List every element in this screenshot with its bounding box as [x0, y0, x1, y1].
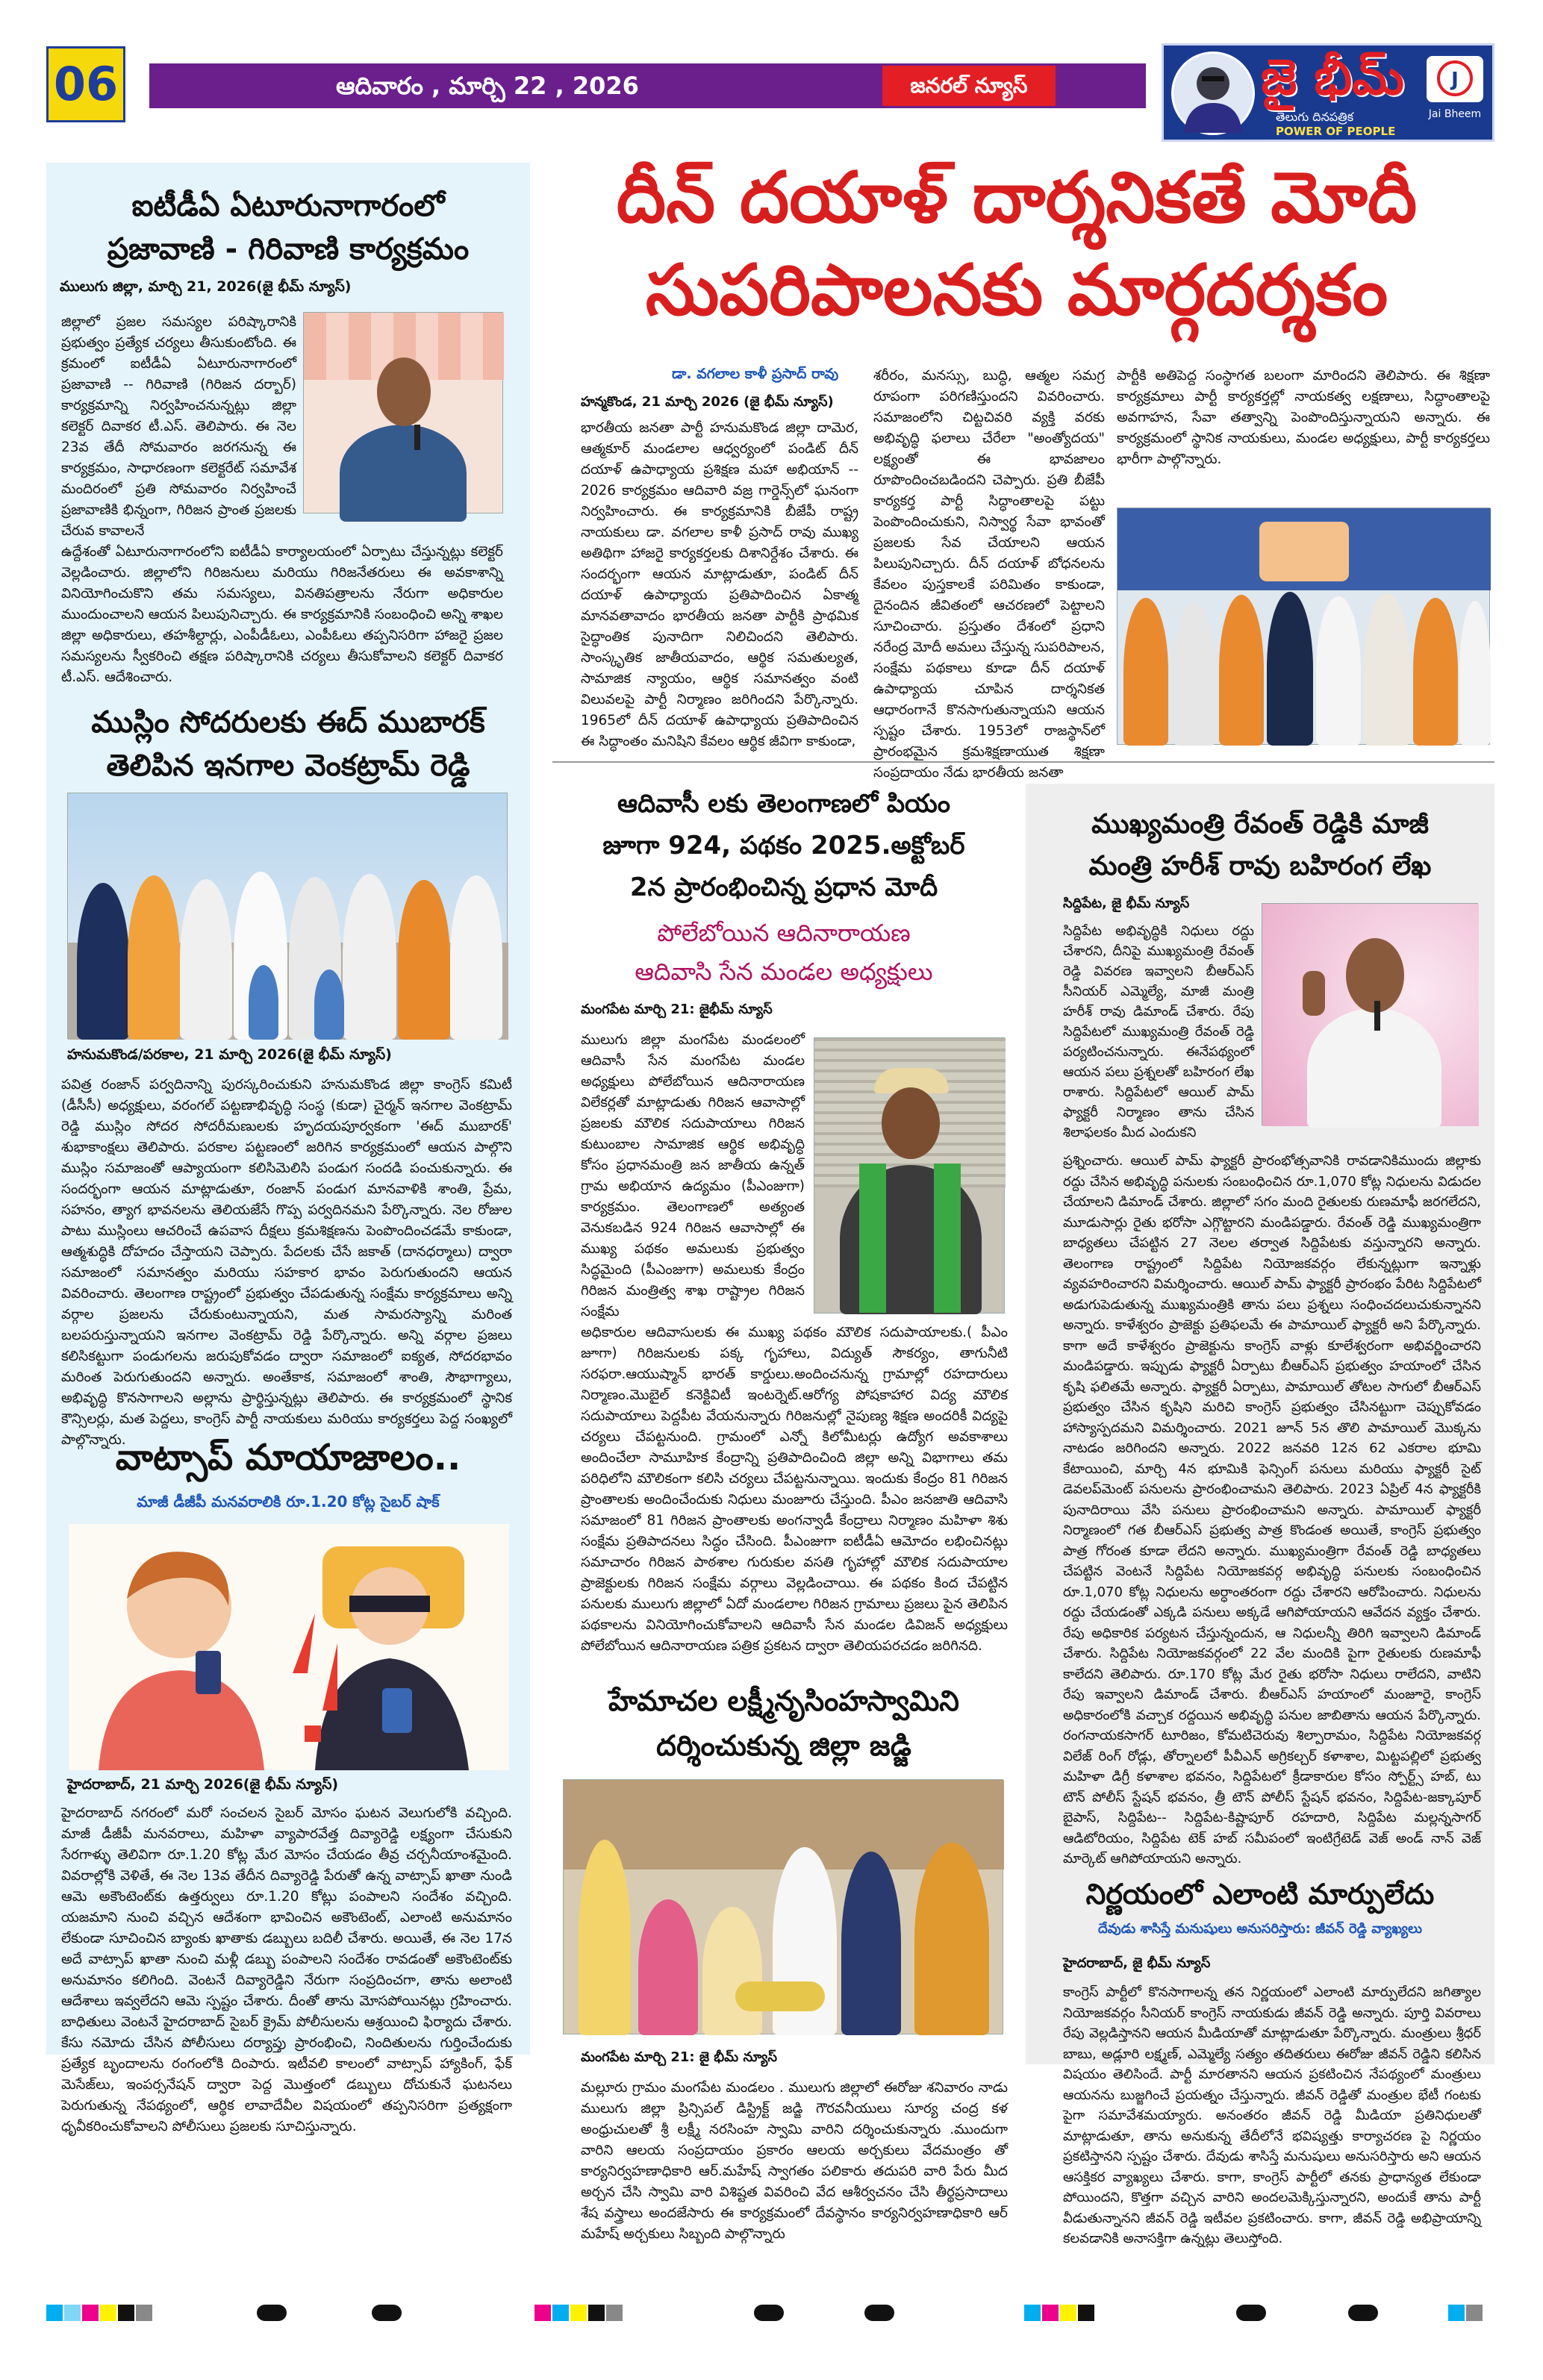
cyber-scam-illustration	[69, 1524, 509, 1770]
jeevan-dateline: హైదరాబాద్, జై భీమ్ న్యూస్	[1063, 1955, 1211, 1971]
header-date: ఆదివారం , మార్చి 22 , 2026	[336, 72, 639, 100]
itda-headline-2: ప్రజావాణి - గిరివాణి కార్యక్రమం	[107, 232, 470, 266]
adivasi-headline-3: 2న ప్రారంభించిన్న ప్రధాన మోదీ	[629, 872, 938, 902]
main-body-col1: భారతీయ జనతా పార్టీ హనుమకొండ జిల్లా దామెర, ఆత్మకూర్ మండలాల ఆధ్వర్యంలో పండిట్ దీన్ దయాళ్ ఉపాధ్యాయ ప్రశిక్షణ మహా అభియాన్ -- 2026 కార్యక్రమం ఆదివారి వజ్ర గార్డెన్స్‌లో ఘనంగా నిర్వహించారు. ఈ కార్యక్రమానికి బీజేపీ రాష్ట్ర నాయకులు డా. వగలాల కాళీ ప్రసాద్ రావు ముఖ్య అతిథిగా హాజరై కార్యకర్తలకు దిశానిర్దేశం చేశారు. ఈ సందర్భంగా ఆయన మాట్లాడుతూ, పండిట్ దీన్ దయాళ్ ఉపాధ్యాయ ప్రతిపాదించిన ఏకాత్మ మానవతావాదం భారతీయ జనతా పార్టీకి ప్రాథమిక సైద్ధాంతిక పునాదిగా నిలిచిందని తెలిపారు. సాంస్కృతిక జాతీయవాదం, ఆర్థిక సమతుల్యత, సామాజిక న్యాయం, ఆర్థిక సమానత్వం వంటి విలువలపై పార్టీ నిర్మాణం జరిగిందని పేర్కొన్నారు. 1965లో దీన్ దయాళ్ ఉపాధ్యాయ ప్రతిపాదించిన ఈ సిద్ధాంతం మనిషిని కేవలం ఆర్థిక జీవిగా కాకుండా,	[581, 420, 858, 749]
harish-headline-2: మంత్రి హరీశ్ రావు బహిరంగ లేఖ	[1088, 851, 1432, 881]
adivasi-dateline: మంగపేట మార్చి 21: జైభీమ్ న్యూస్	[581, 1002, 773, 1017]
itda-body-top: జిల్లాలో ప్రజల సమస్యల పరిష్కారానికి ప్రభుత్వం ప్రత్యేక చర్యలు తీసుకుంటోంది. ఈ క్రమంలో ఐటీడీఏ ఏటూరునాగారంలో ప్రజావాణి -- గిరివాణి (గిరిజన దర్బార్) కార్యక్రమాన్ని నిర్వహించనున్నట్లు జిల్లా కలెక్టర్ దివాకర టీ.ఎస్. తెలిపారు. ఈ నెల 23వ తేదీ సోమవారం జరగనున్న ఈ కార్యక్రమం, సాధారణంగా కలెక్టరేట్ సమావేశ మందిరంలో ప్రతి సోమవారం నిర్వహించే ప్రజావాణికి భిన్నంగా, గిరిజన ప్రాంత ప్రజలకు చేరువ కావాలనే	[61, 314, 296, 539]
adivasi-subhead-2: ఆదివాసి సేన మండల అధ్యక్షులు	[635, 958, 933, 986]
masthead-title: జై భీమ్	[1261, 49, 1404, 106]
jeevan-body: కాంగ్రెస్ పార్టీలో కొనసాగాలన్న తన నిర్ణయంలో ఎలాంటి మార్పులేదని జగిత్యాల నియోజకవర్గం సీనియర్ కాంగ్రెస్ నాయకుడు జీవన్ రెడ్డి అన్నారు. పూర్తి వివరాలు రేపు వెల్లడిస్తానని ఆయన మీడియాతో మాట్లాడుతూ పేర్కొన్నారు. మంత్రులు శ్రీధర్ బాబు, అడ్లూరి లక్ష్మణ్, ఎమ్మెల్యే సత్యం తదితరులు ఈరోజు జీవన్ రెడ్డిని కలిసిన విషయం తెలిసిందే. పార్టీ మారతానని ఆయన ప్రకటించిన నేపథ్యంలో మంత్రులు ఆయనను బుజ్జగించే ప్రయత్నం చేస్తున్నారు. జీవన్ రెడ్డితో మంత్రుల భేటీ గంటకు పైగా సమావేశమయ్యారు. అనంతరం జీవన్ రెడ్డి మీడియా ప్రతినిధులతో మాట్లాడుతూ, తాను అనుకున్న తేదీలోనే భవిష్యత్తు కార్యాచరణ పై నిర్ణయం ప్రకటిస్తానని స్పష్టం చేశారు. దేవుడు శాసిస్తే మనుషులు అనుసరిస్తారు అని ఆయన ఆసక్తికర వ్యాఖ్యలు చేశారు. కాగా, కాంగ్రెస్ పార్టీలో తనకు ప్రాధాన్యత లేకుండా పోయిందని, కొత్తగా వచ్చిన వారిని అందలమెక్కిస్తున్నారని, అందుకే తాను పార్టీ వీడుతున్నానని జీవన్ రెడ్డి ఇటీవల ప్రకటించారు. కాగా, జీవన్ రెడ్డి అభిప్రాయాన్ని కలవడానికి అనాసక్తిగా ఉన్నట్లు తెలుస్తోంది.	[1063, 1984, 1481, 2246]
adivasi-body-top: ములుగు జిల్లా మంగపేట మండలంలో ఆదివాసీ సేన మంగపేట మండల అధ్యక్షులు పోలేబోయిన ఆదినారాయణ విలేకర్లతో మాట్లాడుతు గిరిజన ఆవాసాల్లో ప్రజలకు మౌలిక సదుపాయాలు గిరిజన కుటుంబాల సామాజిక ఆర్థిక అభివృద్ధి కోసం ప్రధానమంత్రి జన జాతీయ ఉన్నత్ గ్రామ అభియాన ఉద్యమం (పీఎంజుగా) కార్యక్రమం. తెలంగాణలో అత్యంత వెనుకబడిన 924 గిరిజన ఆవాసాల్లో ఈ ముఖ్య పథకం అమలుకు ప్రభుత్వం సిద్ధమైంది (పీఎంజుగా) అమలుకు కేంద్రం గిరిజన మంత్రిత్వ శాఖ రాష్ట్రాల గిరిజన సంక్షేమ	[581, 1032, 805, 1319]
adivasi-headline-1: ఆదివాసీ లకు తెలంగాణలో పియం	[617, 789, 951, 819]
collector-photo	[303, 312, 503, 513]
masthead-emblem-icon	[1427, 56, 1483, 102]
ambedkar-portrait-icon	[1171, 51, 1255, 135]
eid-group-photo	[67, 793, 508, 1039]
adivasi-body-bottom: అధికారుల ఆదివాసులకు ఈ ముఖ్య పథకం మౌలిక సదుపాయాలకు.( పీఎం జూగా) గిరిజనులకు పక్క గృహాలు, విద్యుత్ సౌకర్యం, తాగునీటి సరఫరా.ఆయుష్మాన్ భారత్ కార్డులు.అందించనున్న గ్రామాల్లో రహదారులు నిర్మాణం.మొబైల్ కనెక్టివిటీ ఇంటర్నెట్.ఆరోగ్య పోషకాహార విద్య మౌలిక సదుపాయాలు పెద్దపీట వేయనున్నారు గిరిజనుల్లో నైపుణ్య శిక్షణ అందరికీ విద్యపై చర్యలు చేపట్టనుంది. గ్రామంలో ఎన్నో కిలోమీటర్లు ఉద్యోగ అవకాశాలు అందించేలా సామూహిక కేంద్రాన్ని ప్రతిపాదించింది జిల్లా అన్ని విభాగాలు తమ పరిధిలోని మౌలికంగా కలిసి చర్యలు చేపట్టనున్నాయి. ఇందుకు కేంద్రం 81 గిరిజన ప్రాంతాలకు అందించేందుకు నిధులు మంజూరు చేస్తుంది. పీఎం జనజాతి ఆదివాసి సమాజంలో 81 గిరిజన ప్రాంతాలకు అంగన్వాడీ కేంద్రాలు నిర్మాణం మహిళా శిశు సంక్షేమ ప్రతిపాదనలు సిద్ధం చేసింది. పీఎంజుగా ఐటీడీఏ ఆమోదం లభించినట్లు సమాచారం గిరిజన పాఠశాల గురుకుల వసతి గృహాల్లో మౌలిక సదుపాయాల ప్రాజెక్టులకు గిరిజన సంక్షేమ వర్గాలు వెల్లడించాయి. ఈ పథకం కింద చేపట్టిన పనులకు ములుగు జిల్లాలో ఏదో మండలాల గిరిజన గ్రామాలు ప్రజలు పైన తెలిపిన పథకాలను వినియోగించుకోవాలని ఆదివాసీ సేన మండల డివిజన్ అధ్యక్షులు పోలేబోయిన ఆదినారాయణ పత్రిక ప్రకటన ద్వారా తెలియపరచడం జరిగినది.	[581, 1325, 1008, 1654]
temple-headline-1: హేమాచల లక్ష్మీనృసింహస్వామిని	[608, 1684, 959, 1717]
itda-dateline: ములుగు జిల్లా, మార్చి 21, 2026(జై భీమ్ న్యూస్)	[60, 278, 352, 295]
whatsapp-subheadline: మాజీ డీజీపీ మనవరాలికి రూ.1.20 కోట్ల సైబర్ షాక్	[137, 1493, 440, 1511]
bjp-meeting-photo	[1117, 507, 1490, 745]
harish-dateline: సిద్దిపేట, జై భీమ్ న్యూస్	[1063, 896, 1190, 911]
jeevan-subheadline: దేవుడు శాసిస్తే మనుషులు అనుసరిస్తారు: జీవన్ రెడ్డి వ్యాఖ్యలు	[1098, 1921, 1422, 1937]
main-story-divider	[552, 761, 1494, 763]
temple-body: మల్లూరు గ్రామం మంగపేట మండలం . ములుగు జిల్లాలో ఈరోజు శనివారం నాడు ములుగు జిల్లా ప్రిన్సిపల్ డిస్ట్రిక్ట్ జడ్జి గౌరవనీయులు సూర్య చంద్ర కళ అంధ్రుచులతో శ్రీ లక్ష్మీ నరసింహ స్వామి వారిని దర్శించుకున్నారు .ముందుగా వారిని ఆలయ సంప్రదాయం ప్రకారం ఆలయ అర్చకులు వేదమంత్రం తో కార్యనిర్వహణాధికారి ఆర్.మహేష్ స్వాగతం పలికారు తదుపరి వారి పేరు మీద అర్చన చేసి స్వామి వారి విశిష్టత వివరించి వేద ఆశీర్వచనం చేసి తీర్థప్రసాదాలు శేష వస్త్రాలు అందజేసారు ఈ కార్యక్రమంలో దేవస్థానం కార్యనిర్వహణాధికారి ఆర్ మహేష్ అర్చకులు సిబ్బంది పాల్గొన్నారు	[581, 2080, 1008, 2242]
masthead-subtitle: తెలుగు దినపత్రిక	[1276, 110, 1354, 124]
main-body-col2: శరీరం, మనస్సు, బుద్ధి, ఆత్మల సమగ్ర రూపంగా పరిగణిస్తుందని వివరించారు. సమాజంలోని చిట్టచివరి వ్యక్తి వరకు అభివృద్ధి ఫలాలు చేరేలా "అంత్యోదయ" లక్ష్యంతో ఈ భావజాలం రూపొందించబడిందని చెప్పారు. ప్రతి బీజేపీ కార్యకర్త పార్టీ సిద్ధాంతాలపై పట్టు పెంపొందించుకుని, నిస్వార్థ సేవా భావంతో ప్రజలకు సేవ చేయాలని ఆయన పిలుపునిచ్చారు. దీన్ దయాళ్ బోధనలను కేవలం పుస్తకాలకే పరిమితం కాకుండా, దైనందిన జీవితంలో ఆచరణలో పెట్టాలని సూచించారు. ప్రస్తుతం దేశంలో ప్రధాని నరేంద్ర మోదీ అమలు చేస్తున్న సుపరిపాలన, సంక్షేమ పథకాలు కూడా దీన్ దయాళ్ ఉపాధ్యాయ చూపిన దార్శనికత ఆధారంగానే కొనసాగుతున్నాయని ఆయన స్పష్టం చేశారు. 1953లో రాజస్థాన్‌లో ప్రారంభమైన క్రమశిక్షణాయుత శిక్షణా సంప్రదాయం నేడు భారతీయ జనతా	[873, 368, 1105, 781]
section-label: జనరల్ న్యూస్	[882, 66, 1056, 106]
masthead-side-text: Jai Bheem	[1428, 108, 1482, 120]
adinarayana-photo	[814, 1037, 1005, 1314]
temple-headline-2: దర్శించుకున్న జిల్లా జడ్జి	[656, 1729, 911, 1762]
whatsapp-body: హైదరాబాద్ నగరంలో మరో సంచలన సైబర్ మోసం ఘటన వెలుగులోకి వచ్చింది. మాజీ డీజీపీ మనవరాలు, మహిళా వ్యాపారవేత్త దివ్యారెడ్డి లక్ష్యంగా చేసుకుని సేరగాళ్ళు తెలివిగా రూ.1.20 కోట్ల మేర మోసం చేయడం తీవ్ర చర్చనీయాంశమైంది. వివరాల్లోకి వెళితే, ఈ నెల 13వ తేదీన దివ్యారెడ్డి పేరుతో ఉన్న వాట్సాప్ ఖాతా నుండి ఆమె అకౌంటెంట్‌కు ఉత్తర్వులు రూ.1.20 కోట్లు పంపాలని సందేశం వచ్చింది. యజమాని నుంచి వచ్చిన ఆదేశంగా భావించిన అకౌంటెంట్, ఎలాంటి అనుమానం లేకుండా సూచించిన బ్యాంకు ఖాతాకు డబ్బులు బదిలీ చేశారు. అయితే, ఈ నెల 17న అదే వాట్సాప్ ఖాతా నుంచి మళ్లీ డబ్బు పంపాలని సందేశం రావడంతో అకౌంటెంట్‌కు అనుమానం కలిగింది. వెంటనే దివ్యారెడ్డిని నేరుగా సంప్రదించగా, తాను అలాంటి ఆదేశాలు ఇవ్వలేదని ఆమె స్పష్టం చేశారు. దీంతో తాను మోసపోయినట్లు గ్రహించారు. బాధితులు వెంటనే హైదరాబాద్ సైబర్ క్రైమ్ పోలీసులను ఆశ్రయించి ఫిర్యాదు చేశారు. కేసు నమోదు చేసిన పోలీసులు దర్యాప్తు ప్రారంభించి, నిందితులను గుర్తించేందుకు ప్రత్యేక బృందాలను రంగంలోకి దింపారు. ఇటీవలి కాలంలో వాట్సాప్ హ్యాకింగ్, ఫేక్ మెసేజ్‌లు, ఇంపర్సనేషన్ ద్వారా పెద్ద మొత్తంలో డబ్బులు దోచుకునే ఘటనలు పెరుగుతున్న నేపథ్యంలో, ఆర్థిక లావాదేవీల విషయంలో తప్పనిసరిగా ప్రత్యక్షంగా ధృవీకరించుకోవాలని పోలీసులు ప్రజలకు సూచిస్తున్నారు.	[61, 1805, 512, 2134]
harish-body-top: సిద్దిపేట అభివృద్ధికి నిధులు రద్దు చేశారని, దీనిపై ముఖ్యమంత్రి రేవంత్ రెడ్డి వివరణ ఇవ్వాలని బీఆర్ఎస్ సీనియర్ ఎమ్మెల్యే, మాజీ మంత్రి హరీశ్ రావు డిమాండ్ చేశారు. రేపు సిద్దిపేటలో ముఖ్యమంత్రి రేవంత్ రెడ్డి పర్యటించనున్నారు. ఈనేపథ్యంలో ఆయన పలు ప్రశ్నలతో బహిరంగ లేఖ రాశారు. సిద్దిపేటలో ఆయిల్ పామ్ ఫ్యాక్టరీ నిర్మాణం తాను చేసిన శిలాఫలకం మీద ఎందుకని	[1063, 923, 1254, 1140]
svg-text:J: J	[1451, 69, 1459, 91]
eid-headline-2: తెలిపిన ఇనగాల వెంకట్రామ్ రెడ్డి	[106, 749, 470, 783]
main-dateline: హన్మకొండ, 21 మార్చి 2026 (జై భీమ్ న్యూస్)	[581, 394, 834, 410]
main-byline: డా. వగలాల కాళీ ప్రసాద్ రావు	[672, 366, 839, 382]
main-headline-2: సుపరిపాలనకు మార్గదర్శకం	[645, 250, 1388, 331]
whatsapp-dateline: హైదరాబాద్, 21 మార్చి 2026(జై భీమ్ న్యూస్)	[67, 1776, 339, 1793]
eid-headline-1: ముస్లిం సోదరులకు ఈద్ ముబారక్	[91, 705, 485, 740]
harish-rao-photo	[1262, 903, 1478, 1125]
registration-marks	[0, 2305, 1543, 2334]
main-headline-1: దీన్ దయాళ్ దార్శనికతే మోదీ	[616, 157, 1418, 239]
adivasi-subhead-1: పోలేబోయిన ఆదినారాయణ	[657, 919, 911, 947]
masthead-logo	[1162, 43, 1494, 142]
temple-dateline: మంగపేట మార్చి 21: జై భీమ్ న్యూస్	[581, 2049, 778, 2065]
whatsapp-headline: వాట్సాప్ మాయాజాలం..	[115, 1437, 461, 1478]
harish-headline-1: ముఖ్యమంత్రి రేవంత్ రెడ్డికి మాజీ	[1091, 809, 1429, 840]
harish-body-bottom: ప్రశ్నించారు. ఆయిల్ పామ్ ఫ్యాక్టరీ ప్రారంభోత్సవానికి రావడానికిముందు జిల్లాకు రద్దు చేసిన అభివృద్ధి పనులకు సంబంధించిన రూ.1,070 కోట్ల నిధులను విడుదల చేయాలని డిమాండ్ చేశారు. జిల్లాలో సగం మంది రైతులకు రుణమాఫీ జరగలేదని, మూడుసార్లు రైతు భరోసా ఎగ్గొట్టారని మండిపడ్డారు. రేవంత్ రెడ్డి ముఖ్యమంత్రిగా బాధ్యతలు చేపట్టిన 27 నెలల తర్వాత సిద్దిపేటకు వస్తున్నారని అన్నారు. తెలంగాణ రాష్ట్రంలో సిద్దిపేట నియోజకవర్గం లేకున్నట్లుగా ఇన్నాళ్లు వ్యవహరించారని విమర్శించారు. ఆయిల్ పామ్ ఫ్యాక్టరీ ప్రారంభం పేరిట సిద్దిపేటలో అడుగుపెడుతున్న ముఖ్యమంత్రికి తాను పలు ప్రశ్నలు సంధించదలుచుకున్నానని అన్నారు. కాళేశ్వరం ప్రాజెక్టు ప్రతిఫలమే ఈ పామాయిల్ ఫ్యాక్టరీ అని పేర్కొన్నారు. కాగా అదే కాళేశ్వరం ప్రాజెక్టును కాంగ్రెస్ వాళ్లు కూలేశ్వరంగా అభివర్ణించారని మండిపడ్డారు. ఇప్పుడు ఫ్యాక్టరీ ఏర్పాటు బీఆర్ఎస్ ప్రభుత్వం హయాంలో చేసిన కృషి ఫలితమే అన్నారు. ఫ్యాక్టరీ ఏర్పాటు, పామాయిల్ తోటల సాగులో బీఆర్ఎస్ ప్రభుత్వం చేసిన కృషిని మరిచి కాంగ్రెస్ ప్రభుత్వం చేసినట్టుగా చెప్పుకోవడం హాస్యాస్పదమని విమర్శించారు. 2021 జూన్ 5న తొలి పామాయిల్ మొక్కను నాటడం జరిగిందని అన్నారు. 2022 జనవరి 12న 62 ఎకరాల భూమి కేటాయించి, మార్చి 4న భూమికి ఫెన్సింగ్ పనులు మరియు ఫ్యాక్టరీ సైట్ డెవలప్‌మెంట్ పనులను ప్రారంభించామని తెలిపారు. 2023 ఏప్రిల్ 4న ఫ్యాక్టరీకి పునాదిరాయి వేసి పనులు ప్రారంభించామని అన్నారు. పామాయిల్ ఫ్యాక్టరీ నిర్మాణంలో గత బీఆర్ఎస్ ప్రభుత్వ పాత్ర కొండంత అయితే, కాంగ్రెస్ ప్రభుత్వం పాత్ర గోరంత కూడా లేదని అన్నారు. ముఖ్యమంత్రిగా రేవంత్ రెడ్డి బాధ్యతలు చేపట్టిన వెంటనే సిద్దిపేట నియోజకవర్గ అభివృద్ధి పనులకు సంబంధించిన రూ.1,070 కోట్ల నిధులను అర్ధాంతరంగా రద్దు చేశారని ఆరోపించారు. నిధులను రద్దు చేయడంతో ఎక్కడి పనులు అక్కడే ఆగిపోయాయని ఆవేదన వ్యక్తం చేశారు. రేపు అధికారిక పర్యటన చేస్తున్నందున, ఆ నిధులన్నీ తిరిగి ఇవ్వాలని డిమాండ్ చేశారు. సిద్దిపేట నియోజకవర్గంలో 22 వేల మందికి పైగా రైతులకు రుణమాఫీ కాలేదని తెలిపారు. రూ.170 కోట్ల మేర రైతు భరోసా నిధులు రాలేదని, వాటిని రేపు ఇవ్వాలని డిమాండ్ చేశారు. బీఆర్ఎస్ హయాంలో మంజూరై, కాంగ్రెస్ అధికారంలోకి వచ్చాక రద్దయిన అభివృద్ధి పనుల జాబితాను ఆయన పేర్కొన్నారు. రంగనాయకసాగర్ టూరిజం, కోమటిచెరువు శిల్పారామం, సిద్దిపేట నియోజకవర్గ విలేజ్ రింగ్ రోడ్లు, తోర్నాలలో పీవీఎన్ అగ్రికల్చర్ కళాశాల, మిట్టపల్లిలో ప్రభుత్వ మహిళా డిగ్రీ కళాశాల భవనం, సిద్దిపేటలో క్రీడాకారుల కోసం స్పోర్ట్స్ హబ్, టు టౌన్ పోలీస్ స్టేషన్ భవనం, త్రీ టౌన్ పోలీస్ స్టేషన్ భవనం, సిద్దిపేట-జక్కాపూర్ బైపాస్, సిద్దిపేట-- సిద్దిపేట-కిష్టాపూర్ రహదారి, సిద్దిపేట మల్లన్నసాగర్ ఆడిటోరియం, సిద్దిపేట టెక్ హబ్ సమీపంలో ఇంటిగ్రేటెడ్ వెజ్ అండ్ నాన్ వెజ్ మార్కెట్ ఆగిపోయాయని అన్నారు.	[1063, 1153, 1481, 1867]
main-body-col3: పార్టీకి అతిపెద్ద సంస్థాగత బలంగా మారిందని తెలిపారు. ఈ శిక్షణా కార్యక్రమాలు పార్టీ కార్యకర్తల్లో నాయకత్వ లక్షణాలు, సిద్ధాంతాలపై అవగాహన, సేవా తత్వాన్ని పెంపొందిస్తున్నాయని అన్నారు. ఈ కార్యక్రమంలో స్థానిక నాయకులు, మండల అధ్యక్షులు, పార్టీ కార్యకర్తలు భారీగా పాల్గొన్నారు.	[1117, 368, 1490, 467]
page-number: 06	[46, 46, 125, 122]
adivasi-headline-2: జూగా 924, పథకం 2025.అక్టోబర్	[602, 831, 965, 861]
jeevan-headline: నిర్ణయంలో ఎలాంటి మార్పులేదు	[1085, 1878, 1435, 1911]
itda-headline-1: ఐటీడీఏ ఏటూరునాగారంలో	[131, 189, 445, 223]
eid-dateline: హనుమకొండ/పరకాల, 21 మార్చి 2026(జై భీమ్ న్యూస్)	[67, 1046, 392, 1063]
eid-body: పవిత్ర రంజాన్ పర్వదినాన్ని పురస్కరించుకుని హనుమకొండ జిల్లా కాంగ్రెస్ కమిటీ (డీసీసీ) అధ్యక్షులు, వరంగల్ పట్టణాభివృద్ధి సంస్థ (కుడా) చైర్మన్ ఇనగాల వెంకట్రామ్ రెడ్డి ముస్లిం సోదర సోదరీమణులకు హృదయపూర్వకంగా 'ఈద్ ముబారక్' శుభాకాంక్షలు తెలిపారు. పరకాల పట్టణంలో జరిగిన కార్యక్రమంలో ఆయన పాల్గొని ముస్లిం సమాజంతో ఆప్యాయంగా కలిసిమెలిసి పండుగ సందడి పంచుకున్నారు. ఈ సందర్భంగా ఆయన మాట్లాడుతూ, రంజాన్ పండుగ మానవాళికి శాంతి, ప్రేమ, సహనం, త్యాగ భావనలను తెలియజేసే గొప్ప పర్వదినమని పేర్కొన్నారు. నెల రోజుల పాటు ముస్లింలు ఆచరించే ఉపవాస దీక్షలు క్రమశిక్షణను పెంపొందించడమే కాకుండా, ఆత్మశుద్ధికి దోహదం చేస్తాయని చెప్పారు. పేదలకు చేసే జకాత్ (దానధర్మాలు) ద్వారా సమాజంలో సమానత్వం మరియు సహకార భావం పెరుగుతుందని ఆయన వివరించారు. తెలంగాణ రాష్ట్రంలో ప్రభుత్వం చేపడుతున్న సంక్షేమ కార్యక్రమాలు అన్ని వర్గాల ప్రజలను చేరుకుంటున్నాయని, మత సామరస్యాన్ని మరింత బలపరుస్తున్నాయని ఇనగాల వెంకట్రామ్ రెడ్డి పేర్కొన్నారు. అన్ని వర్గాల ప్రజలు కలిసికట్టుగా పండుగలను జరుపుకోవడం ద్వారా సమాజంలో ఐక్యత, సోదరభావం మరింత పెరుగుతుందని అన్నారు. అంతేకాక, సమాజంలో శాంతి, సౌభాగ్యాలు, అభివృద్ధి కొనసాగాలని అల్లాను ప్రార్థిస్తున్నట్లు తెలిపారు. ఈ కార్యక్రమంలో స్థానిక కౌన్సిలర్లు, మత పెద్దలు, కాంగ్రెస్ పార్టీ నాయకులు మరియు కార్యకర్తలు పెద్ద సంఖ్యలో పాల్గొన్నారు.	[61, 1077, 512, 1448]
masthead-tagline: POWER OF PEOPLE	[1276, 125, 1396, 138]
temple-visit-photo	[563, 1779, 1003, 2034]
itda-body-bottom: ఉద్దేశంతో ఏటూరునాగారంలోని ఐటీడీఏ కార్యాలయంలో ఏర్పాటు చేస్తున్నట్లు కలెక్టర్ వెల్లడించారు. జిల్లాలోని గిరిజనులు మరియు గిరిజనేతరులు ఈ అవకాశాన్ని వినియోగించుకొని తమ సమస్యలు, వినతిపత్రాలను నేరుగా అధికారుల ముందుంచాలని ఆయన పిలుపునిచ్చారు. ఈ కార్యక్రమానికి సంబంధించి అన్ని శాఖల జిల్లా అధికారులు, తహశీల్దార్లు, ఎంపీడీఓలు, ఎంపీఓలు తప్పనిసరిగా హాజరై ప్రజల సమస్యలను స్వీకరించి తక్షణ పరిష్కారానికి చర్యలు తీసుకోవాలని కలెక్టర్ దివాకర టీ.ఎస్. ఆదేశించారు.	[61, 544, 503, 685]
